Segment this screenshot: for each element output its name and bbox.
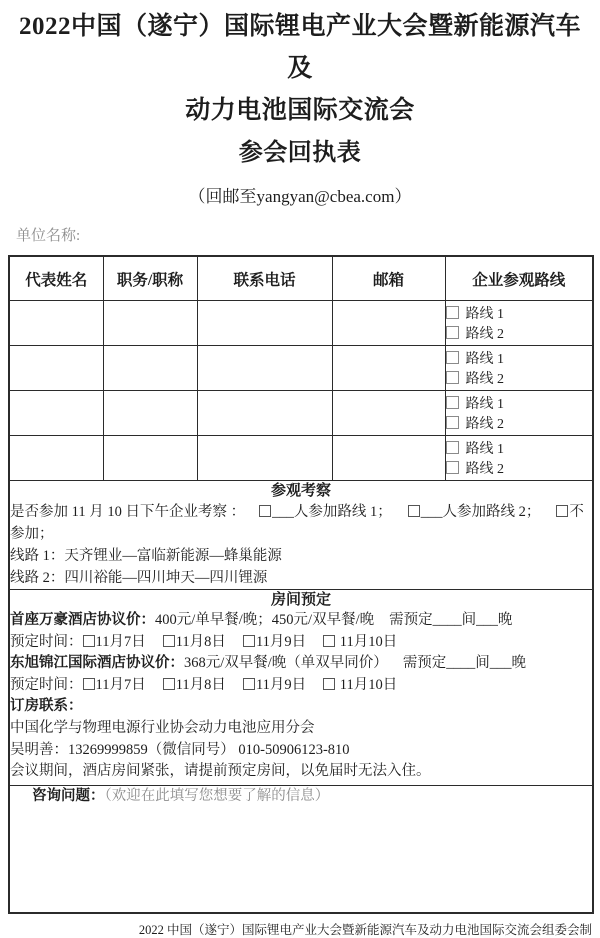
route1-option: [446, 397, 505, 412]
checkbox-icon: [446, 371, 459, 384]
email-cell: [332, 436, 445, 481]
hotel2-need: 需预定____间___晚: [402, 655, 527, 672]
checkbox-icon: [83, 678, 95, 690]
checkbox-icon: [408, 505, 420, 517]
table-row: [9, 436, 593, 481]
date-option: [83, 677, 146, 693]
doc-title-line2: 动力电池国际交流会: [185, 97, 415, 124]
route-option-label: 路线 2: [465, 462, 504, 477]
inquiry-section: [9, 786, 593, 914]
visit-route2-desc: 线路 2：四川裕能—四川坤天—四川锂源: [10, 570, 268, 586]
booking-section-title: 房间预定: [270, 592, 331, 608]
route-cell: [445, 346, 593, 391]
name-cell: [9, 301, 103, 346]
name-cell: [9, 436, 103, 481]
date-label: 11月8日: [175, 676, 226, 693]
contact-label-line: [10, 696, 592, 718]
visit-option2-label: ___人参加路线 2；: [420, 504, 541, 520]
route2-option: [446, 462, 505, 477]
route1-option: [446, 307, 505, 322]
table-row: [9, 346, 593, 391]
mail-to-note: （回邮至yangyan@cbea.com）: [188, 187, 412, 206]
checkbox-icon: [163, 678, 175, 690]
visit-option1-label: ___人参加路线 1；: [272, 504, 392, 520]
date-label: 11月10日: [339, 676, 398, 693]
checkbox-icon: [446, 396, 459, 409]
position-cell: [103, 346, 197, 391]
route-option-label: 路线 2: [465, 327, 504, 342]
visit-section-row: [9, 481, 593, 590]
hotel2-price: 368元/双早餐/晚（单双早同价）: [184, 655, 388, 672]
booking-notice-line: 会议期间，酒店房间紧张，请提前预定房间，以免届时无法入住。: [10, 763, 431, 780]
name-cell: [9, 346, 103, 391]
checkbox-icon: [446, 351, 459, 364]
route-cell: [445, 391, 593, 436]
checkbox-icon: [323, 635, 335, 647]
phone-cell: [197, 436, 332, 481]
col-header-route: 企业参观路线: [445, 256, 593, 301]
checkbox-icon: [243, 635, 255, 647]
col-header-name: 代表姓名: [9, 256, 103, 301]
inquiry-line: [10, 786, 592, 806]
hotel1-price: 400元/单早餐/晚；450元/双早餐/晚: [155, 612, 375, 628]
date-option: [323, 634, 397, 650]
route-option-label: 路线 1: [465, 352, 504, 367]
position-cell: [103, 301, 197, 346]
visit-section: [9, 481, 593, 590]
date-option: [163, 634, 226, 650]
route1-option: [446, 352, 505, 367]
route-option-label: 路线 2: [465, 372, 504, 387]
route-option-label: 路线 1: [465, 397, 504, 412]
route-option-label: 路线 2: [465, 417, 504, 432]
contact-org-line: 中国化学与物理电源行业协会动力电池应用分会: [10, 719, 315, 736]
visit-section-title: 参观考察: [270, 483, 331, 499]
route2-option: [446, 327, 505, 342]
date-label: 11月10日: [339, 633, 398, 650]
registration-table: [8, 255, 594, 914]
doc-title-line1: 2022中国（遂宁）国际锂电产业大会暨新能源汽车及: [18, 13, 581, 82]
inquiry-section-row: [9, 786, 593, 914]
name-cell: [9, 391, 103, 436]
col-header-position: 职务/职称: [103, 256, 197, 301]
email-cell: [332, 301, 445, 346]
route2-option: [446, 372, 505, 387]
phone-cell: [197, 301, 332, 346]
date-option: [163, 677, 226, 693]
route1-option: [446, 442, 505, 457]
date-option: [243, 677, 306, 693]
date-option: [323, 677, 397, 693]
visit-option2: [408, 504, 541, 520]
hotel1-line: [10, 610, 592, 632]
table-row: [9, 391, 593, 436]
col-header-phone: 联系电话: [197, 256, 332, 301]
doc-footer: 2022 中国（遂宁）国际锂电产业大会暨新能源汽车及动力电池国际交流会组委会制: [138, 923, 592, 937]
inquiry-hint: （欢迎在此填写您想要了解的信息）: [104, 788, 330, 804]
route-cell: [445, 436, 593, 481]
date-label: 11月9日: [255, 633, 307, 650]
visit-question-line: [10, 501, 592, 545]
contact-person-line: 吴明善：13269999859（微信同号） 010-50906123-810: [10, 741, 350, 758]
checkbox-icon: [163, 635, 175, 647]
inquiry-label: 咨询问题：: [32, 788, 105, 804]
visit-question: 是否参加 11 月 10 日下午企业考察 ：: [10, 504, 246, 520]
checkbox-icon: [446, 306, 459, 319]
visit-option1: [259, 504, 392, 520]
hotel2-line: [10, 653, 592, 675]
org-name-label: 单位名称:: [16, 228, 81, 244]
phone-cell: [197, 346, 332, 391]
visit-option3-label: 不参加；: [10, 504, 584, 542]
position-cell: [103, 391, 197, 436]
date-option: [243, 634, 306, 650]
hotel1-dates-line: [10, 632, 592, 654]
visit-route1-desc: 线路 1：天齐锂业—富临新能源—蜂巢能源: [10, 548, 282, 564]
date-label: 11月7日: [95, 633, 146, 650]
checkbox-icon: [446, 326, 459, 339]
date-option: [83, 634, 146, 650]
booking-section: [9, 590, 593, 786]
checkbox-icon: [243, 678, 255, 690]
hotel2-name: 东旭锦江国际酒店协议价：: [10, 655, 184, 672]
hotel1-need: 需预定____间___晚: [389, 612, 513, 628]
doc-subtitle: 参会回执表: [238, 140, 362, 166]
checkbox-icon: [83, 635, 95, 647]
route-option-label: 路线 1: [465, 307, 504, 322]
route-option-label: 路线 1: [465, 442, 504, 457]
booking-section-row: [9, 590, 593, 786]
hotel1-name: 首座万豪酒店协议价：: [10, 612, 155, 628]
date-label: 11月8日: [175, 633, 226, 650]
table-header-row: [9, 256, 593, 301]
booking-contact-label: 订房联系：: [10, 698, 83, 715]
checkbox-icon: [446, 441, 459, 454]
hotel2-dates-line: [10, 675, 592, 697]
checkbox-icon: [259, 505, 271, 517]
date-label: 11月7日: [95, 676, 146, 693]
email-cell: [332, 391, 445, 436]
booking-time-label: 预定时间：: [10, 676, 83, 693]
booking-time-label: 预定时间：: [10, 633, 83, 650]
checkbox-icon: [446, 416, 459, 429]
route-cell: [445, 301, 593, 346]
table-row: [9, 301, 593, 346]
checkbox-icon: [446, 461, 459, 474]
phone-cell: [197, 391, 332, 436]
date-label: 11月9日: [255, 676, 307, 693]
col-header-email: 邮箱: [332, 256, 445, 301]
checkbox-icon: [323, 678, 335, 690]
position-cell: [103, 436, 197, 481]
email-cell: [332, 346, 445, 391]
route2-option: [446, 417, 505, 432]
checkbox-icon: [556, 505, 568, 517]
